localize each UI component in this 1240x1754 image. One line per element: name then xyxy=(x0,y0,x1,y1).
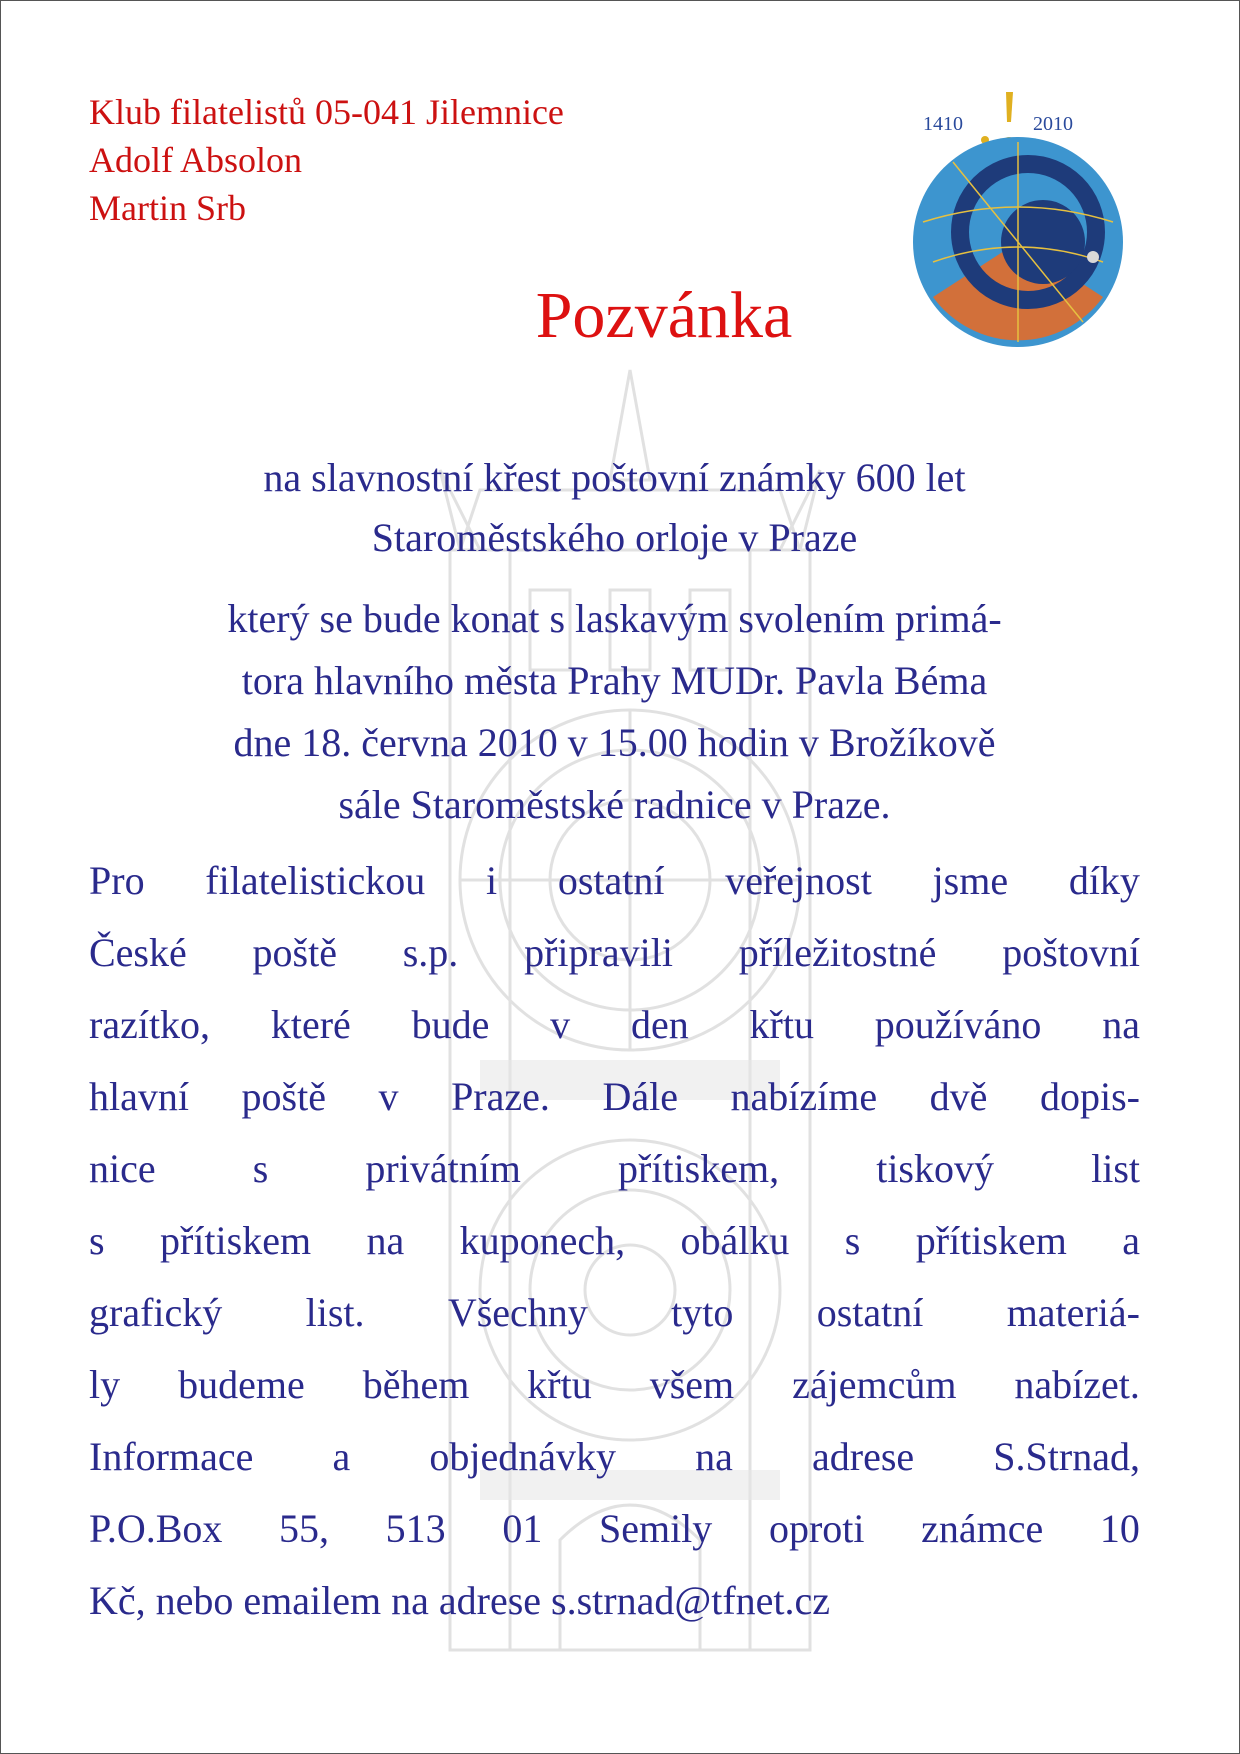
paragraph-word: v xyxy=(550,1002,571,1047)
paragraph-word: kuponech, xyxy=(459,1218,626,1263)
paragraph-word: tiskový xyxy=(876,1146,994,1191)
paragraph-word: privátním xyxy=(365,1146,521,1191)
paragraph-word: materiá- xyxy=(1006,1290,1140,1335)
club-header xyxy=(89,88,564,232)
paragraph-word: Praze. xyxy=(451,1074,550,1119)
paragraph-word: dvě xyxy=(929,1074,988,1119)
paragraph-word: ostatní xyxy=(816,1290,924,1335)
details-line: tora hlavního města Prahy MUDr. Pavla Béma xyxy=(241,658,988,703)
paragraph-word: na xyxy=(366,1218,405,1263)
paragraph-word: s.p. xyxy=(402,930,459,975)
paragraph-word: dopis- xyxy=(1039,1074,1140,1119)
paragraph-word: razítko, xyxy=(89,1002,211,1047)
paragraph-word: objednávky xyxy=(429,1434,616,1479)
paragraph-word: list. xyxy=(305,1290,365,1335)
paragraph-word: 01 xyxy=(502,1506,543,1551)
paragraph-word: grafický xyxy=(89,1290,223,1335)
logo-year-right: 2010 xyxy=(1033,113,1073,135)
paragraph-line xyxy=(89,989,1140,1061)
logo-year-left: 1410 xyxy=(923,113,963,135)
paragraph-word: které xyxy=(270,1002,351,1047)
paragraph-word: obálku xyxy=(680,1218,790,1263)
paragraph-word: nabízet. xyxy=(1014,1362,1140,1407)
paragraph-word: v xyxy=(378,1074,399,1119)
paragraph-word: nice xyxy=(89,1146,156,1191)
paragraph-word: poštovní xyxy=(1002,930,1140,975)
event-details xyxy=(89,588,1140,836)
paragraph-line xyxy=(89,1493,1140,1565)
paragraph-word: P.O.Box xyxy=(89,1506,223,1551)
paragraph-word: zájemcům xyxy=(792,1362,957,1407)
paragraph-word: nabízíme xyxy=(730,1074,878,1119)
details-line: sále Staroměstské radnice v Praze. xyxy=(338,782,891,827)
paragraph-line xyxy=(89,1061,1140,1133)
paragraph-word: 55, xyxy=(279,1506,330,1551)
paragraph-word: během xyxy=(362,1362,470,1407)
organizer-name: Martin Srb xyxy=(89,188,246,228)
paragraph-word: používáno xyxy=(874,1002,1042,1047)
paragraph-word: všem xyxy=(649,1362,735,1407)
paragraph-line xyxy=(89,917,1140,989)
paragraph-word: křtu xyxy=(749,1002,814,1047)
paragraph-word: adrese xyxy=(438,1578,542,1623)
paragraph-line xyxy=(89,1277,1140,1349)
paragraph-word: poště xyxy=(252,930,337,975)
paragraph-word: filatelistickou xyxy=(205,858,426,903)
paragraph-word: na xyxy=(391,1578,429,1623)
paragraph-word: příležitostné xyxy=(738,930,937,975)
paragraph-word: a xyxy=(1122,1218,1140,1263)
paragraph-word: list xyxy=(1091,1146,1140,1191)
paragraph-word: Informace xyxy=(89,1434,254,1479)
paragraph-word: s.strnad@tfnet.cz xyxy=(551,1578,831,1623)
paragraph-word: nebo xyxy=(155,1578,234,1623)
paragraph-word: s xyxy=(252,1146,269,1191)
details-line: dne 18. června 2010 v 15.00 hodin v Brožíkově xyxy=(233,720,996,765)
paragraph-line xyxy=(89,845,1140,917)
paragraph-word: s xyxy=(844,1218,861,1263)
paragraph-word: ly xyxy=(89,1362,121,1407)
paragraph-word: na xyxy=(1102,1002,1140,1047)
paragraph-word: S.Strnad, xyxy=(993,1434,1140,1479)
club-name: Klub filatelistů 05-041 Jilemnice xyxy=(89,92,564,132)
paragraph-word: přítiskem xyxy=(159,1218,312,1263)
paragraph-word: budeme xyxy=(178,1362,305,1407)
info-paragraph xyxy=(89,845,1140,1637)
paragraph-word: adrese xyxy=(812,1434,915,1479)
paragraph-word: i xyxy=(485,858,498,903)
paragraph-word: křtu xyxy=(527,1362,592,1407)
paragraph-word: na xyxy=(695,1434,733,1479)
paragraph-word: ostatní xyxy=(557,858,665,903)
paragraph-word: bude xyxy=(411,1002,490,1047)
paragraph-line xyxy=(89,1349,1140,1421)
paragraph-word: přítiskem, xyxy=(618,1146,780,1191)
paragraph-word: Kč, xyxy=(89,1578,146,1623)
paragraph-word: tyto xyxy=(671,1290,734,1335)
organizer-name: Adolf Absolon xyxy=(89,140,303,180)
intro-line: na slavnostní křest poštovní známky 600 let xyxy=(263,455,966,500)
paragraph-word: 513 xyxy=(385,1506,446,1551)
details-line: který se bude konat s laskavým svolením primá- xyxy=(227,596,1002,641)
paragraph-word: Semily xyxy=(598,1506,713,1551)
paragraph-word: s xyxy=(89,1218,105,1263)
paragraph-word: České xyxy=(89,930,187,975)
paragraph-word: veřejnost xyxy=(725,858,872,903)
paragraph-word: Pro xyxy=(89,858,145,903)
paragraph-word: oproti xyxy=(768,1506,865,1551)
paragraph-word: Dále xyxy=(602,1074,678,1119)
paragraph-line xyxy=(89,1205,1140,1277)
intro-line: Staroměstského orloje v Praze xyxy=(371,515,858,560)
paragraph-line xyxy=(89,1421,1140,1493)
paragraph-word: a xyxy=(332,1434,351,1479)
event-intro xyxy=(89,448,1140,568)
paragraph-word: den xyxy=(630,1002,689,1047)
paragraph-word: přítiskem xyxy=(915,1218,1067,1263)
paragraph-word: díky xyxy=(1068,858,1140,903)
paragraph-word: hlavní xyxy=(89,1074,189,1119)
paragraph-word: Všechny xyxy=(447,1290,588,1335)
invitation-title: Pozvánka xyxy=(535,279,793,352)
paragraph-word: 10 xyxy=(1099,1506,1140,1551)
paragraph-word: emailem xyxy=(243,1578,382,1623)
paragraph-word: známce xyxy=(921,1506,1044,1551)
paragraph-word: poště xyxy=(241,1074,326,1119)
paragraph-word: připravili xyxy=(524,930,673,975)
paragraph-word: jsme xyxy=(932,858,1009,903)
paragraph-line xyxy=(89,1565,1140,1637)
paragraph-line xyxy=(89,1133,1140,1205)
